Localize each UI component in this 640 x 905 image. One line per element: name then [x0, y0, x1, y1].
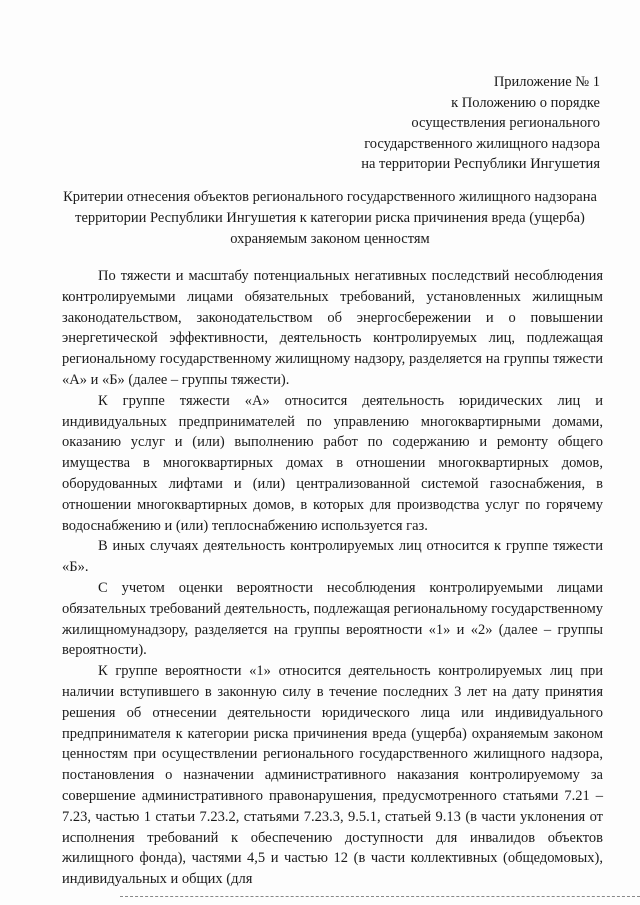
paragraph: К группе тяжести «А» относится деятельность юридических лиц и индивидуальных предпринимателей по управлению многоквартирными домами, оказанию услуг и (или) выполнению работ по содержанию и ремонту общего имущества в многоквартирных домах в отношении многоквартирных домов, оборудованных лифтами и (или) централизованной системой газоснабжения, в отношении многоквартирных домов, в которых для производства услуг по горячему водоснабжению и (или) теплоснабжению используется газ.	[62, 392, 603, 534]
page-bottom-rule	[120, 896, 640, 897]
appendix-line: государственного жилищного надзора	[364, 135, 600, 152]
appendix-line: осуществления регионального	[411, 115, 600, 131]
paragraph: К группе вероятности «1» относится деятельность контролируемых лиц при наличии вступившего в законную силу в течение последних 3 лет на дату принятия решения об отнесении деятельности юридического лица или индивидуального предпринимателя к категории риска причинения вреда (ущерба) охраняемым законом ценностям при осуществлении регионального государственного жилищного надзора, постановления о назначении административного наказания контролируемому за совершение административного правонарушения, предусмотренного статьями 7.21 – 7.23, частью 1 статьи 7.23.2, статьями 7.23.3, 9.5.1, статьей 9.13 (в части уклонения от исполнения требований к обеспечению доступности для инвалидов объектов жилищного фонда), частями 4,5 и частью 12 (в части коллективных (общедомовых), индивидуальных и общих (для	[62, 663, 603, 888]
paragraph: По тяжести и масштабу потенциальных негативных последствий несоблюдения контролируемыми лицами обязательных требований, установленных жилищным законодательством, законодательством об энергосбережении и о повышении энергетической эффективности, деятельность контролируемых лиц, подлежащая региональному государственному жилищному надзору, разделяется на группы тяжести «А» и «Б» (далее – группы тяжести).	[62, 268, 603, 388]
appendix-line: на территории Республики Ингушетия	[361, 156, 600, 172]
document-body	[62, 266, 603, 890]
paragraph: В иных случаях деятельность контролируемых лиц относится к группе тяжести «Б».	[62, 538, 603, 576]
document-title: Критерии отнесения объектов регионального государственного жилищного надзорана территории Республики Ингушетия к категории риска причинения вреда (ущерба) охраняемым законом ценностям	[63, 189, 597, 247]
paragraph: С учетом оценки вероятности несоблюдения контролируемыми лицами обязательных требований деятельность, подлежащая региональному государственному жилищномунадзору, разделяется на группы вероятности «1» и «2» (далее – группы вероятности).	[62, 579, 603, 659]
appendix-header	[280, 72, 600, 175]
appendix-line: к Положению о порядке	[451, 94, 600, 111]
appendix-line: Приложение № 1	[493, 74, 600, 90]
